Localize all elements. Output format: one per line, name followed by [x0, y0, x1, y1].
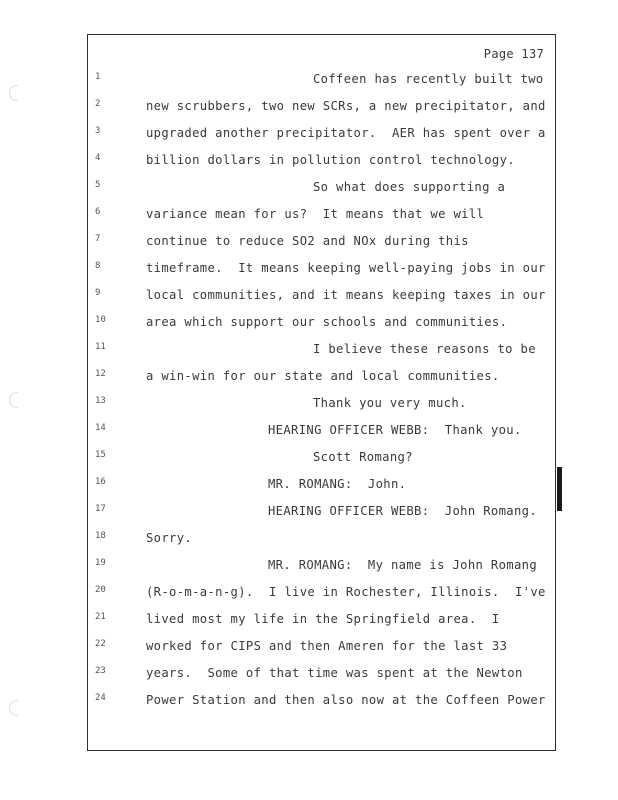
transcript-line: worked for CIPS and then Ameren for the last 33: [146, 639, 508, 653]
transcript-line: area which support our schools and communities.: [146, 315, 508, 329]
line-number: 15: [95, 450, 106, 460]
transcript-line: years. Some of that time was spent at the Newton: [146, 666, 523, 680]
transcript-line: Power Station and then also now at the Coffeen Power: [146, 693, 546, 707]
transcript-line: billion dollars in pollution control technology.: [146, 153, 515, 167]
transcript-line: continue to reduce SO2 and NOx during this: [146, 234, 469, 248]
transcript-line: Thank you very much.: [313, 396, 467, 410]
transcript-line: timeframe. It means keeping well-paying jobs in our: [146, 261, 546, 275]
transcript-line: I believe these reasons to be: [313, 342, 536, 356]
line-number: 3: [95, 126, 101, 136]
line-number: 22: [95, 639, 106, 649]
page-number: Page 137: [483, 47, 544, 61]
line-number: 12: [95, 369, 106, 379]
line-number: 6: [95, 207, 101, 217]
line-number: 11: [95, 342, 106, 352]
transcript-line: upgraded another precipitator. AER has spent over a: [146, 126, 546, 140]
binder-hole-middle: [9, 392, 18, 408]
transcript-line: new scrubbers, two new SCRs, a new precipitator, and: [146, 99, 546, 113]
transcript-line: MR. ROMANG: John.: [268, 477, 407, 491]
line-number: 19: [95, 558, 106, 568]
line-number: 24: [95, 693, 106, 703]
line-number: 7: [95, 234, 101, 244]
line-number: 8: [95, 261, 101, 271]
transcript-line: a win-win for our state and local communities.: [146, 369, 500, 383]
binder-hole-bottom: [9, 700, 18, 716]
line-number: 17: [95, 504, 106, 514]
transcript-line: Sorry.: [146, 531, 193, 545]
line-number: 5: [95, 180, 101, 190]
transcript-line: Scott Romang?: [313, 450, 413, 464]
line-number: 2: [95, 99, 101, 109]
line-number: 18: [95, 531, 106, 541]
line-number: 16: [95, 477, 106, 487]
transcript-line: So what does supporting a: [313, 180, 506, 194]
transcript-line: (R-o-m-a-n-g). I live in Rochester, Illinois. I've: [146, 585, 546, 599]
transcript-line: Coffeen has recently built two: [313, 72, 544, 86]
line-number: 13: [95, 396, 106, 406]
transcript-line: HEARING OFFICER WEBB: Thank you.: [268, 423, 522, 437]
transcript-line: MR. ROMANG: My name is John Romang: [268, 558, 538, 572]
line-number: 20: [95, 585, 106, 595]
line-number: 1: [95, 72, 101, 82]
binder-hole-top: [9, 85, 18, 101]
line-number: 21: [95, 612, 106, 622]
transcript-line: local communities, and it means keeping taxes in our: [146, 288, 546, 302]
page-edge-marker: [557, 467, 562, 511]
line-number: 14: [95, 423, 106, 433]
transcript-line: lived most my life in the Springfield area. I: [146, 612, 500, 626]
line-number: 23: [95, 666, 106, 676]
line-number: 4: [95, 153, 101, 163]
line-number: 10: [95, 315, 106, 325]
line-number: 9: [95, 288, 101, 298]
transcript-line: HEARING OFFICER WEBB: John Romang.: [268, 504, 538, 518]
transcript-line: variance mean for us? It means that we will: [146, 207, 485, 221]
